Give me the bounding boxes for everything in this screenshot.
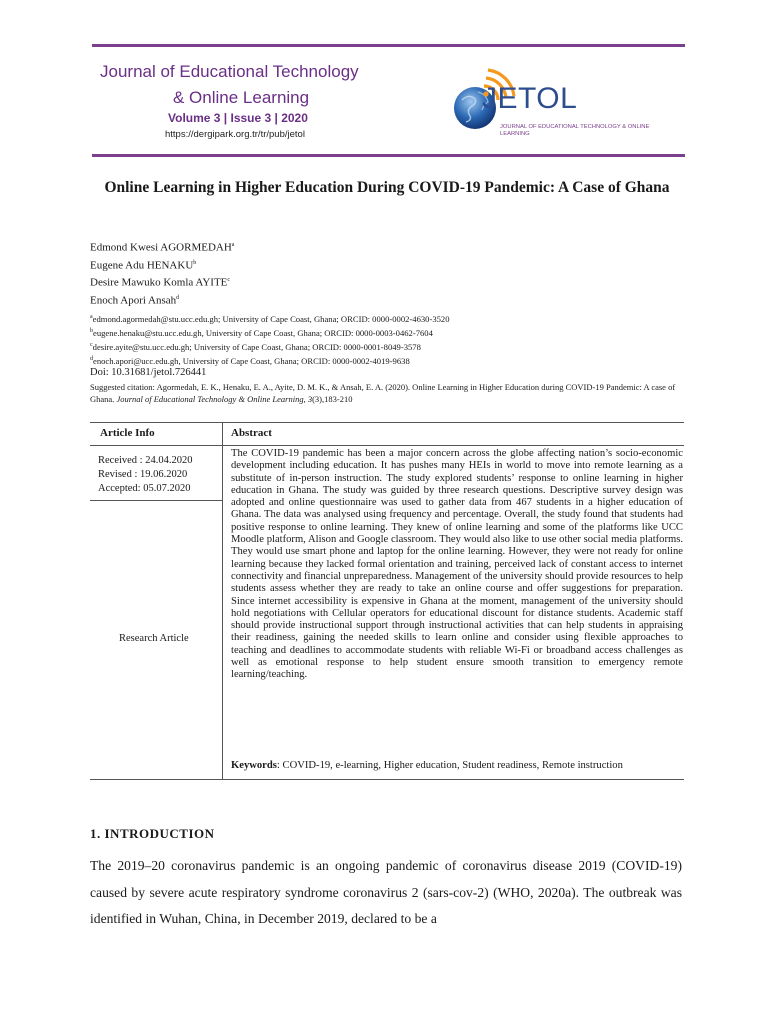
author-entry: Desire Mawuko Komla AYITE$^c$ (90, 276, 231, 289)
affiliation-list (90, 311, 450, 367)
affiliation-entry: $^a$edmond.agormedah@stu.ucc.edu.gh; University of Cape Coast, Ghana; ORCID: 0000-0002-4630-3520 (90, 313, 450, 324)
affiliation-entry: $^d$enoch.apori@ucc.edu.gh, University of Cape Coast, Ghana; ORCID: 0000-0002-4019-9638 (90, 356, 410, 367)
journal-volume: Volume 3 | Issue 3 | 2020 (168, 111, 308, 125)
journal-name-line1: Journal of Educational Technology (100, 62, 359, 81)
author-list (90, 238, 234, 309)
accepted-date: Accepted: 05.07.2020 (98, 483, 191, 494)
article-type: Research Article (119, 633, 189, 644)
doi[interactable]: Doi: 10.31681/jetol.726441 (90, 367, 207, 378)
abstract-text: The COVID-19 pandemic has been a major concern across the globe affecting nation’s socio-economic development including education. It has pushes many HEIs in world to move into remote learning as a substitute of in-person instruction. The study explored students’ response to online learning in higher education in Ghana. The study was guided by three research questions. Descriptive survey design was adopted and online questionnaire was used to gather data from 467 students in a higher education of Ghana. The data was analysed using frequency and percentage. Overall, the study found that students had positive response to online learning. They knew of online learning and some of the platforms like UCC Moodle platform, Alison and Google classroom. They would also like to use other social media platforms. They would use smart phone and laptop for the online learning. However, they were not ready for online learning because they lacked formal orientation and training, perceived lack of constant access to internet connectivity and financial unpreparedness. Management of the university should provide resources to help students assess whether they are ready to take an online course and offer suggestions for preparation. Since internet accessibility is expensive in Ghana at the moment, management of the university should hold negotiations with Cellular operators for educational discount for distance students. Academic staff should provide instructional support through instructional activities that can help students in appraising their readiness, gaining the needed skills to learn online and consider using flexible approaches to teaching and deadlines to accommodate students with reliable Wi-Fi or broadband access challenges as well as emotional response to help student ensure smooth transition to emergency remote learning/teaching. (231, 448, 683, 681)
table-bottom-rule (90, 779, 684, 780)
keywords: Keywords: COVID-19, e-learning, Higher education, Student readiness, Remote instruction (231, 760, 623, 771)
table-column-divider (222, 422, 223, 779)
header-top-rule (92, 44, 685, 47)
affiliation-entry: $^c$desire.ayite@stu.ucc.edu.gh; University of Cape Coast, Ghana; ORCID: 0000-0001-8049-3578 (90, 341, 421, 352)
article-dates (98, 454, 192, 496)
introduction-paragraph: The 2019–20 coronavirus pandemic is an ongoing pandemic of coronavirus disease 2019 (COVID-19) caused by severe acute respiratory syndrome coronavirus 2 (sars-cov-2) (WHO, 2020a). The outbreak was identified in Wuhan, China, in December 2019, declared to be a (90, 858, 682, 926)
dates-divider (90, 500, 222, 501)
logo-subtitle: JOURNAL OF EDUCATIONAL TECHNOLOGY & ONLINE LEARNING (500, 124, 650, 137)
author-entry: Edmond Kwesi AGORMEDAH$^a$ (90, 241, 235, 254)
journal-url[interactable]: https://dergipark.org.tr/tr/pub/jetol (165, 129, 305, 140)
article-info-header: Article Info (100, 427, 155, 439)
abstract-header: Abstract (231, 427, 272, 439)
logo-wordmark: JETOL (482, 82, 578, 115)
journal-name-line2: & Online Learning (173, 88, 310, 107)
introduction-heading: 1. INTRODUCTION (90, 826, 215, 841)
received-date: Received : 24.04.2020 (98, 455, 193, 466)
suggested-citation: Suggested citation: Agormedah, E. K., Henaku, E. A., Ayite, D. M. K., & Ansah, E. A. (2020). Online Learning in Higher Education during COVID-19 Pandemic: A case of Ghana. Journal of Educational Technology & Online Learning, 3(3),183-210 (90, 382, 676, 404)
author-entry: Enoch Apori Ansah$^d$ (90, 294, 180, 307)
header-bottom-rule (92, 154, 685, 157)
author-entry: Eugene Adu HENAKU$^b$ (90, 259, 197, 272)
revised-date: Revised : 19.06.2020 (98, 469, 188, 480)
table-header-rule (90, 445, 684, 446)
table-top-rule (90, 422, 684, 423)
paper-title: Online Learning in Higher Education During COVID-19 Pandemic: A Case of Ghana (104, 179, 670, 196)
affiliation-entry: $^b$eugene.henaku@stu.ucc.edu.gh, University of Cape Coast, Ghana; ORCID: 0000-0003-0462-7604 (90, 327, 433, 338)
